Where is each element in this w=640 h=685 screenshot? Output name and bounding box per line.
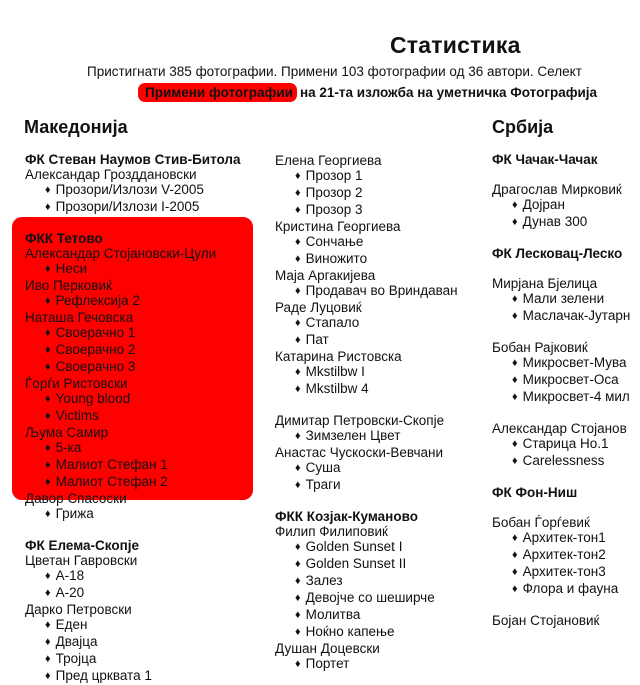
- author-name: Бобан Рајковиќ: [492, 340, 588, 355]
- column-1: [25, 152, 241, 685]
- photo-title: ♦ Архитек-тон3: [492, 564, 630, 581]
- photo-title: ♦ Пред црквата 1: [25, 668, 241, 685]
- photo-title: ♦ Виножито: [275, 251, 458, 268]
- photo-title: ♦ Тројца: [25, 651, 241, 668]
- photo-title: ♦ Golden Sunset I: [275, 539, 458, 556]
- author-name: Филип Филиповиќ: [275, 524, 388, 539]
- photo-title: ♦ Прозори/Излози V-2005: [25, 182, 241, 199]
- author-name: Катарина Ристовска: [275, 349, 402, 364]
- photo-title: ♦ Своерачно 2: [25, 342, 241, 359]
- author-name: Александар Стојановски-Цули: [25, 246, 217, 261]
- author-name: Цветан Гавровски: [25, 553, 138, 568]
- photo-title: ♦ Архитек-тон1: [492, 530, 630, 547]
- column-3: [492, 152, 630, 628]
- stats-line-2: [138, 80, 597, 104]
- photo-title: ♦ Микросвет-Оса: [492, 372, 630, 389]
- author-name: Драгослав Мирковиќ: [492, 182, 622, 197]
- photo-title: ♦ Грижа: [25, 506, 241, 523]
- author-name: Наташа Гечовска: [25, 310, 134, 325]
- club-name: ФКК Козјак-Куманово: [275, 509, 418, 524]
- photo-title: ♦ Пат: [275, 332, 458, 349]
- photo-title: ♦ Стапало: [275, 315, 458, 332]
- author-name: Александар Грозддановски: [25, 167, 197, 182]
- photo-title: ♦ Young blood: [25, 391, 241, 408]
- photo-title: ♦ Малиот Стефан 1: [25, 457, 241, 474]
- section-macedonia: Македонија: [24, 117, 128, 137]
- photo-title: ♦ Сончање: [275, 234, 458, 251]
- author-name: Маја Аргакијева: [275, 268, 376, 283]
- club-name: ФК Чачак-Чачак: [492, 152, 598, 167]
- photo-title: ♦ Своерачно 3: [25, 359, 241, 376]
- photo-title: ♦ Прозори/Излози I-2005: [25, 199, 241, 216]
- author-name: Димитар Петровски-Скопје: [275, 413, 445, 428]
- author-name: Дарко Петровски: [25, 602, 132, 617]
- author-name: Бојан Стојановиќ: [492, 613, 600, 628]
- photo-title: ♦ Ноќно капење: [275, 624, 458, 641]
- photo-title: ♦ Рефлексија 2: [25, 293, 241, 310]
- author-name: Кристина Георгиева: [275, 219, 401, 234]
- photo-title: ♦ Своерачно 1: [25, 325, 241, 342]
- author-name: Давор Спасоски: [25, 491, 127, 506]
- club-name: ФКК Тетово: [25, 231, 103, 246]
- photo-title: ♦ Продавач во Вриндаван: [275, 283, 458, 300]
- photo-title: ♦ Еден: [25, 617, 241, 634]
- photo-title: ♦ Портет: [275, 656, 458, 673]
- photo-title: ♦ Микросвет-Мува: [492, 355, 630, 372]
- photo-title: ♦ Дунав 300: [492, 214, 630, 231]
- photo-title: ♦ Victims: [25, 408, 241, 425]
- author-name: Анастас Чускоски-Вевчани: [275, 445, 443, 460]
- club-name: ФК Фон-Ниш: [492, 485, 578, 500]
- exhibition-text: на 21-та изложба на уметничка Фотографија: [299, 84, 598, 100]
- photo-title: ♦ Архитек-тон2: [492, 547, 630, 564]
- photo-title: ♦ Суша: [275, 460, 458, 477]
- photo-title: ♦ А-20: [25, 585, 241, 602]
- photo-title: ♦ Неси: [25, 261, 241, 278]
- photo-title: ♦ Малиот Стефан 2: [25, 474, 241, 491]
- photo-title: ♦ Мали зелени: [492, 291, 630, 308]
- photo-title: ♦ Маслачак-Јутарн: [492, 308, 630, 325]
- photo-title: ♦ Залез: [275, 573, 458, 590]
- photo-title: ♦ Старица Но.1: [492, 436, 630, 453]
- photo-title: ♦ 5-ка: [25, 440, 241, 457]
- accepted-photos-link[interactable]: Примени фотографии: [138, 83, 297, 102]
- photo-title: ♦ Прозор 3: [275, 202, 458, 219]
- author-name: Љума Самир: [25, 425, 109, 440]
- photo-title: ♦ Микросвет-4 мил: [492, 389, 630, 406]
- photo-title: ♦ Флора и фауна: [492, 581, 630, 598]
- photo-title: ♦ Golden Sunset II: [275, 556, 458, 573]
- author-name: Мирјана Бјелица: [492, 276, 598, 291]
- club-name: ФК Стеван Наумов Стив-Битола: [25, 152, 241, 167]
- author-name: Душан Доцевски: [275, 641, 380, 656]
- photo-title: ♦ Траги: [275, 477, 458, 494]
- photo-title: ♦ Прозор 2: [275, 185, 458, 202]
- photo-title: ♦ Зимзелен Цвет: [275, 428, 458, 445]
- author-name: Иво Перковиќ: [25, 278, 112, 293]
- section-serbia: Србија: [492, 117, 554, 137]
- author-name: Раде Луцовиќ: [275, 300, 362, 315]
- photo-title: ♦ А-18: [25, 568, 241, 585]
- photo-title: ♦ Mkstilbw I: [275, 364, 458, 381]
- author-name: Ѓорѓи Ристовски: [25, 376, 128, 391]
- photo-title: ♦ Дојран: [492, 197, 630, 214]
- photo-title: ♦ Молитва: [275, 607, 458, 624]
- photo-title: ♦ Прозор 1: [275, 168, 458, 185]
- stats-summary: Пристигнати 385 фотографии. Примени 103 фотографии од 36 автори. Селект: [87, 64, 582, 79]
- club-name: ФК Елема-Скопје: [25, 538, 140, 553]
- photo-title: ♦ Девојче со шеширче: [275, 590, 458, 607]
- column-2: [275, 153, 458, 673]
- photo-title: ♦ Двајца: [25, 634, 241, 651]
- photo-title: ♦ Mkstilbw 4: [275, 381, 458, 398]
- author-name: Александар Стојанов: [492, 421, 627, 436]
- author-name: Бобан Ѓорѓевиќ: [492, 515, 590, 530]
- photo-title: ♦ Carelessness: [492, 453, 630, 470]
- club-name: ФК Лесковац-Леско: [492, 246, 623, 261]
- page-title: Статистика: [390, 32, 521, 58]
- author-name: Елена Георгиева: [275, 153, 382, 168]
